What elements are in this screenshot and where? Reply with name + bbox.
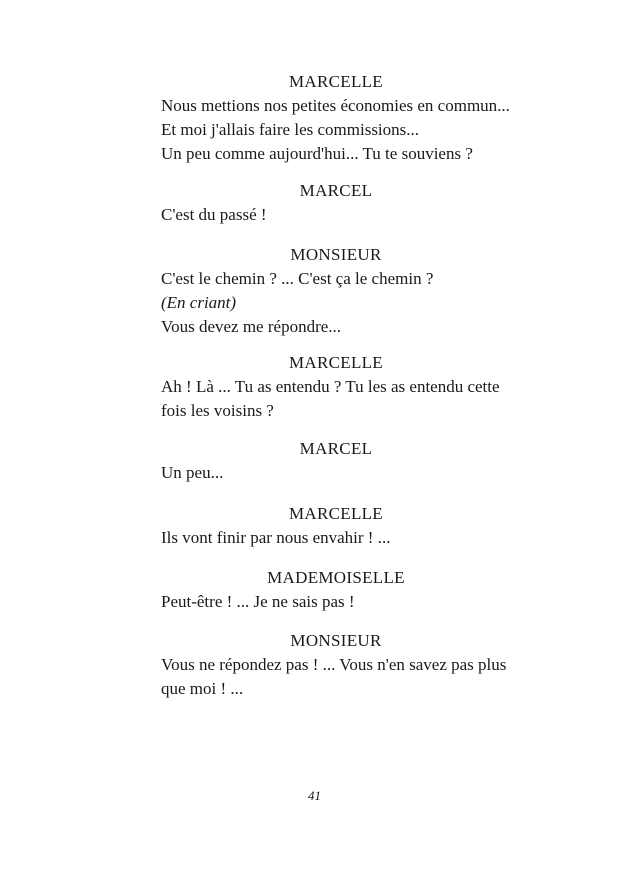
dialogue-line: Un peu...: [161, 463, 224, 482]
dialogue-block-2: [161, 179, 581, 227]
dialogue-line: Et moi j'allais faire les commissions...: [161, 120, 420, 139]
dialogue-line: fois les voisins ?: [161, 401, 274, 420]
dialogue-line: Vous ne répondez pas ! ... Vous n'en savez pas plus: [161, 655, 507, 674]
speaker-name: MARCEL: [299, 439, 373, 458]
page-number: 41: [308, 788, 321, 803]
stage-direction: (En criant): [161, 293, 237, 312]
dialogue-line: que moi ! ...: [161, 679, 244, 698]
speaker-name: MARCELLE: [288, 353, 383, 372]
dialogue-line: Vous devez me répondre...: [161, 317, 342, 336]
dialogue-block-7: [161, 566, 581, 614]
dialogue-block-4: [161, 351, 581, 423]
dialogue-line: Nous mettions nos petites économies en commun...: [161, 96, 510, 115]
speaker-name: MONSIEUR: [290, 631, 382, 650]
speaker-name: MARCEL: [299, 181, 373, 200]
dialogue-block-3: [161, 243, 581, 339]
dialogue-block-1: [161, 70, 581, 166]
dialogue-block-5: [161, 437, 581, 485]
speaker-name: MARCELLE: [288, 72, 383, 91]
speaker-name: MADEMOISELLE: [267, 568, 405, 587]
dialogue-block-6: [161, 502, 581, 550]
dialogue-block-8: [161, 629, 581, 701]
dialogue-line: Un peu comme aujourd'hui... Tu te souviens ?: [161, 144, 473, 163]
dialogue-line: Peut-être ! ... Je ne sais pas !: [161, 592, 355, 611]
dialogue-line: Ils vont finir par nous envahir ! ...: [161, 528, 391, 547]
speaker-name: MONSIEUR: [290, 245, 382, 264]
speaker-name: MARCELLE: [288, 504, 383, 523]
dialogue-line: Ah ! Là ... Tu as entendu ? Tu les as entendu cette: [161, 377, 500, 396]
dialogue-line: C'est le chemin ? ... C'est ça le chemin ?: [161, 269, 434, 288]
dialogue-line: C'est du passé !: [161, 205, 267, 224]
